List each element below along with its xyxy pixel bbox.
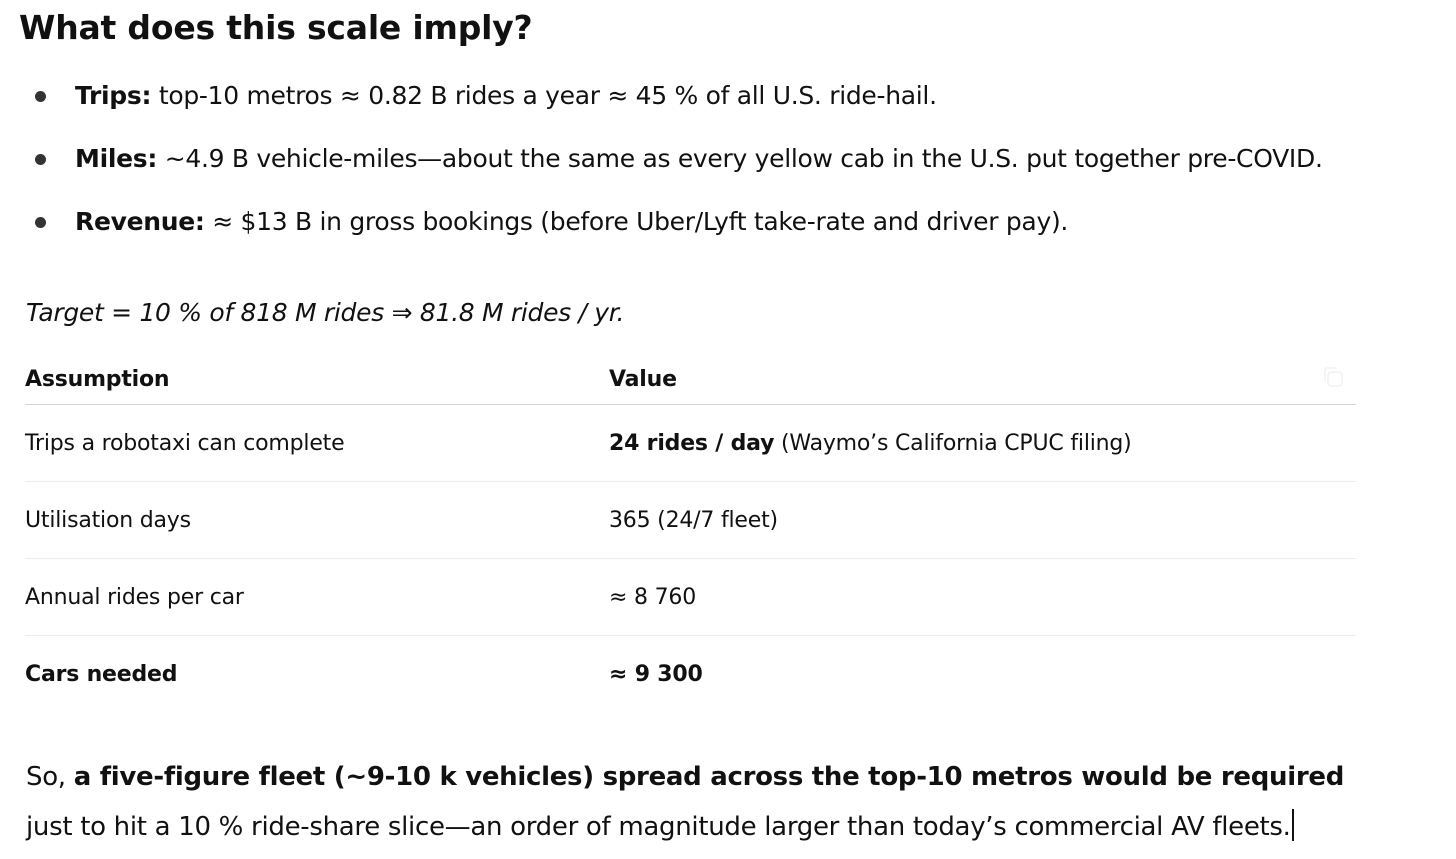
bullet-label: Trips: (75, 81, 152, 110)
assumption-cell: Utilisation days (25, 482, 609, 559)
value-cell: 365 (24/7 fleet) (609, 482, 1356, 559)
column-header-value: Value (609, 354, 1356, 405)
bullet-label: Revenue: (75, 207, 205, 236)
table-header-row (25, 354, 1356, 405)
conclusion-paragraph (26, 752, 1366, 852)
assumption-cell: Cars needed (25, 661, 178, 687)
value-cell (609, 405, 1356, 482)
bullet-label: Miles: (75, 144, 158, 173)
bullet-list (0, 73, 1323, 262)
text-cursor (1292, 809, 1294, 841)
target-formula: Target = 10 % of 818 M rides ⇒ 81.8 M rides / yr. (26, 298, 625, 327)
bullet-dot (35, 217, 46, 228)
table-row (25, 482, 1356, 559)
bullet-item-revenue (0, 199, 1323, 262)
value-note: (Waymo’s California CPUC filing) (774, 430, 1132, 456)
table-row (25, 636, 1356, 713)
bullet-dot (35, 91, 46, 102)
table-row (25, 559, 1356, 636)
value-cell: ≈ 9 300 (609, 661, 703, 687)
bullet-item-trips (0, 73, 1323, 136)
bullet-dot (35, 154, 46, 165)
value-emphasis: 24 rides / day (609, 430, 775, 456)
conclusion-emphasis: a five-figure fleet (~9-10 k vehicles) spread across the top-10 metros would be required (73, 762, 1344, 792)
assumption-cell: Annual rides per car (25, 559, 609, 636)
assumption-table (25, 354, 1356, 712)
bullet-text: ≈ $13 B in gross bookings (before Uber/Lyft take-rate and driver pay). (204, 207, 1069, 236)
value-cell: ≈ 8 760 (609, 559, 1356, 636)
bullet-text: ~4.9 B vehicle-miles—about the same as every yellow cab in the U.S. put together pre-COVID. (157, 144, 1323, 173)
column-header-assumption: Assumption (25, 354, 609, 405)
bullet-item-miles (0, 136, 1323, 199)
bullet-text: top-10 metros ≈ 0.82 B rides a year ≈ 45 % of all U.S. ride-hail. (151, 81, 937, 110)
conclusion-rest: just to hit a 10 % ride-share slice—an order of magnitude larger than today’s commercial AV fleets. (26, 812, 1291, 842)
table-row (25, 405, 1356, 482)
assumption-cell: Trips a robotaxi can complete (25, 405, 609, 482)
conclusion-lead: So, (26, 762, 74, 792)
section-heading: What does this scale imply? (19, 8, 533, 47)
